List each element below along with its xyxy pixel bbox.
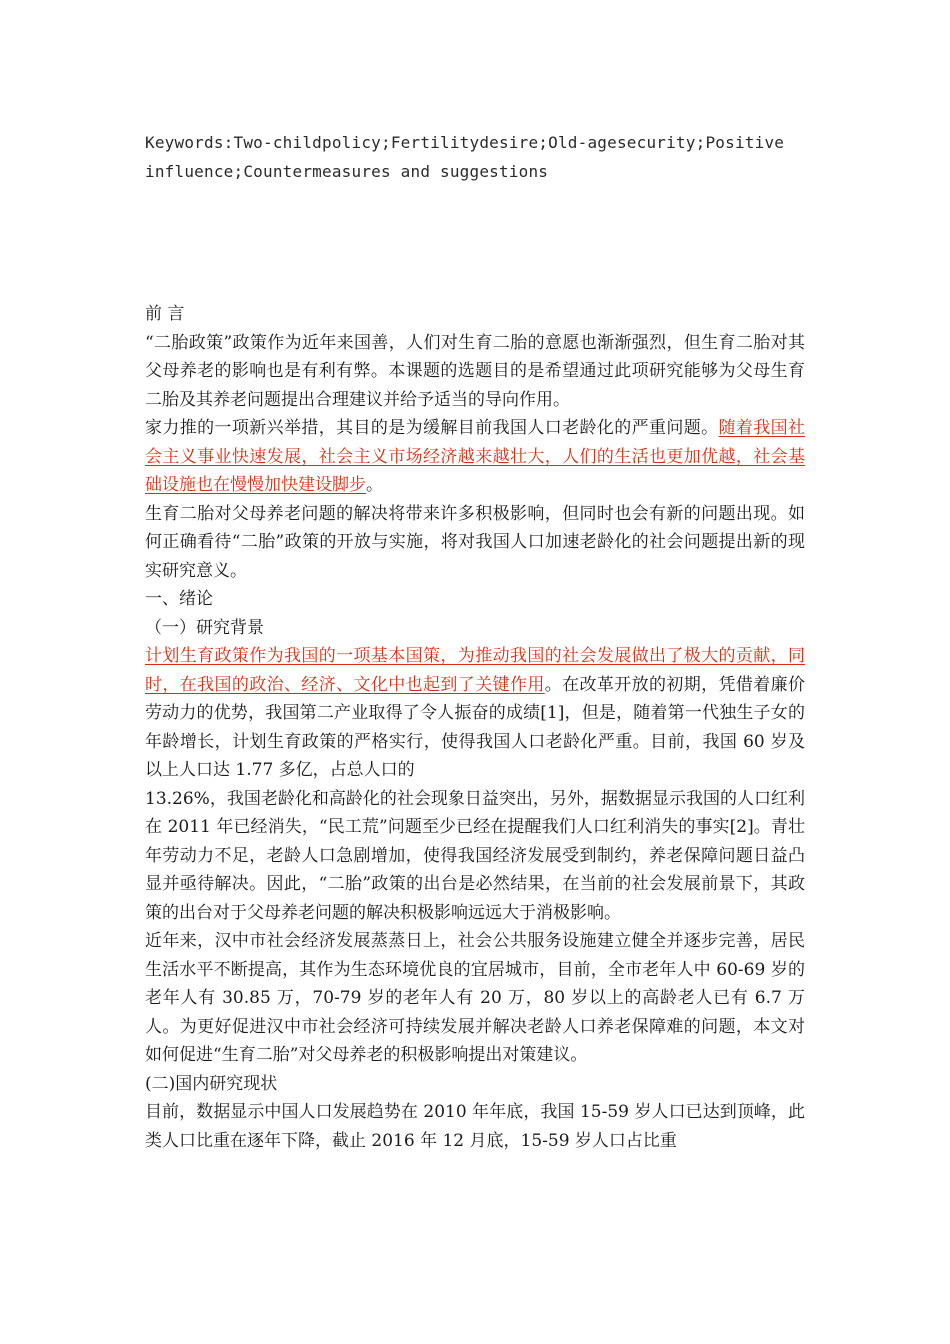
background-paragraph-2: 近年来，汉中市社会经济发展蒸蒸日上，社会公共服务设施建立健全并逐步完善，居民生活水平不断提高，其作为生态环境优良的宜居城市，目前，全市老年人中 60-69 岁的老年人有 30.85 万，70-79 岁的老年人有 20 万，80 岁以上的高龄老人已有 6.7 万人。为更好促进汉中市社会经济可持续发展并解决老龄人口养老保障难的问题，本文对如何促进“生育二胎”对父母养老的积极影响提出对策建议。	[145, 931, 805, 1065]
keywords-block	[145, 128, 805, 186]
subsection-heading-background: （一）研究背景	[145, 617, 264, 638]
keywords-line-1: Keywords:Two-childpolicy;Fertilitydesire;Old-agesecurity;Positive	[145, 133, 785, 152]
background-paragraph-1	[145, 642, 805, 785]
preface-paragraph-2-end: 。	[366, 475, 383, 495]
preface-paragraph-2	[145, 414, 805, 500]
highlighted-sentence: 计划生育政策作为我国的一项基本国策，为推动我国的社会发展做出了极大的贡献，同时，在我国的政治、经济、文化中也起到了关键作用	[145, 646, 805, 695]
preface-heading: 前 言	[145, 304, 185, 324]
preface-paragraph-2-text: 家力推的一项新兴举措，其目的是为缓解目前我国人口老龄化的严重问题。	[145, 418, 719, 438]
background-paragraph-1-continued: 13.26%，我国老龄化和高龄化的社会现象日益突出，另外，据数据显示我国的人口红利在 2011 年已经消失，“民工荒”问题至少已经在提醒我们人口红利消失的事实[2]。青壮年劳动力不足，老龄人口急剧增加，使得我国经济发展受到制约，养老保障问题日益凸显并亟待解决。因此，“二胎”政策的出台是必然结果，在当前的社会发展前景下，其政策的出台对于父母养老问题的解决积极影响远远大于消极影响。	[145, 788, 805, 923]
domestic-research-paragraph-1: 目前，数据显示中国人口发展趋势在 2010 年年底，我国 15-59 岁人口已达到顶峰，此类人口比重在逐年下降，截止 2016 年 12 月底，15-59 岁人口占比重	[145, 1102, 805, 1151]
keywords-line-2: influence;Countermeasures and suggestions	[145, 162, 549, 181]
background-paragraph-1-text: 。在改革开放的初期，凭借着廉价劳动力的优势，我国第二产业取得了令人振奋的成绩[1]，但是，随着第一代独生子女的年龄增长，计划生育政策的严格实行，使得我国人口老龄化严重。目前，我国 60 岁及以上人口达 1.77 多亿，占总人口的	[145, 674, 805, 780]
highlighted-sentence: 随着我国社会主义事业快速发展，社会主义市场经济越来越壮大，人们的生活也更加优越，社会基础设施也在慢慢加快建设脚步	[145, 418, 806, 495]
preface-paragraph-3: 生育二胎对父母养老问题的解决将带来许多积极影响，但同时也会有新的问题出现。如何正确看待“二胎”政策的开放与实施，将对我国人口加速老龄化的社会问题提出新的现实研究意义。	[145, 503, 805, 581]
document-body	[145, 300, 805, 1155]
preface-paragraph-1: “二胎政策”政策作为近年来国善，人们对生育二胎的意愿也渐渐强烈，但生育二胎对其父母养老的影响也是有利有弊。本课题的选题目的是希望通过此项研究能够为父母生育二胎及其养老问题提出合理建议并给予适当的导向作用。	[145, 332, 805, 410]
section-heading-introduction: 一、绪论	[145, 589, 213, 609]
subsection-heading-domestic-research: (二)国内研究现状	[145, 1073, 278, 1094]
